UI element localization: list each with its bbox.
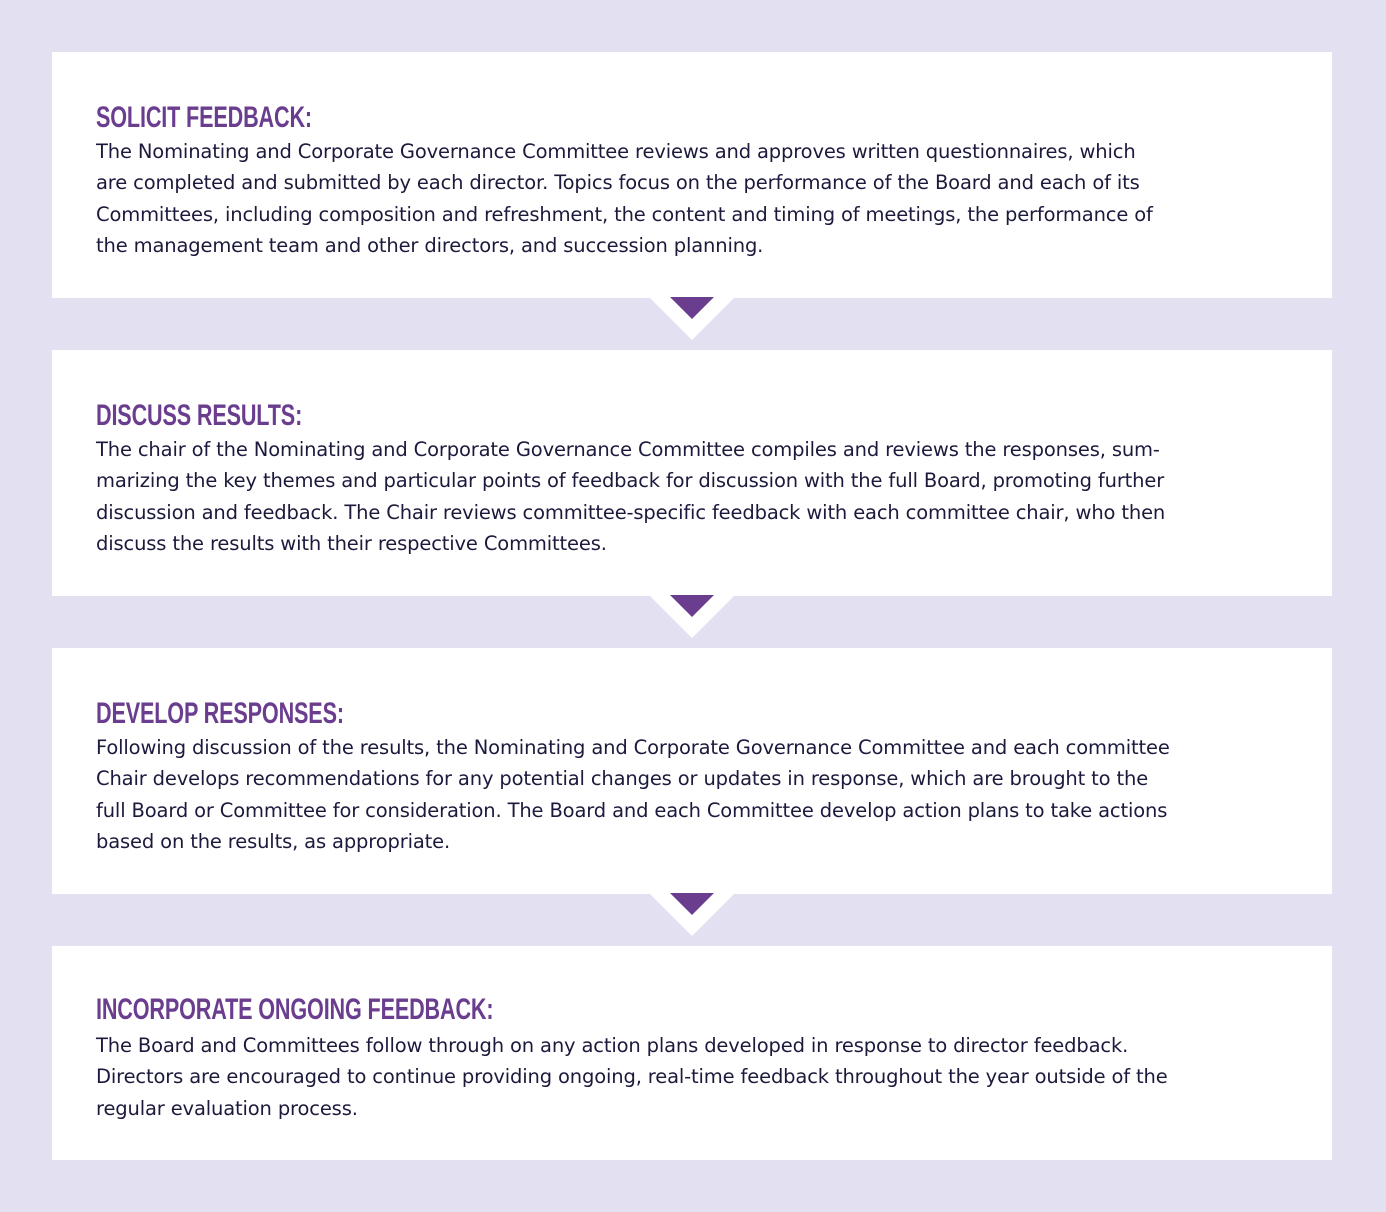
step-description [96, 136, 1296, 261]
step-title: DEVELOP RESPONSES: [96, 697, 344, 730]
step-card-solicit-feedback [52, 52, 1332, 298]
description-line: marizing the key themes and particular points of feedback for discussion with the full Board, promoting further [96, 469, 1165, 493]
description-line: The chair of the Nominating and Corporate Governance Committee compiles and reviews the responses, sum- [96, 438, 1160, 461]
description-line: regular evaluation process. [96, 1096, 358, 1120]
description-line: Chair develops recommendations for any potential changes or updates in response, which are brought to the [96, 767, 1149, 791]
down-triangle-icon [649, 297, 735, 340]
step-title: DISCUSS RESULTS: [96, 399, 303, 432]
step-card-incorporate-ongoing-feedback [52, 946, 1332, 1160]
description-line: The Board and Committees follow through on any action plans developed in response to director feedback. [96, 1034, 1129, 1057]
step-description [96, 434, 1296, 559]
description-line: are completed and submitted by each director. Topics focus on the performance of the Board and each of its [96, 171, 1140, 195]
description-line: The Nominating and Corporate Governance Committee reviews and approves written questionnaires, which [96, 140, 1136, 163]
step-card-develop-responses [52, 648, 1332, 894]
description-line: based on the results, as appropriate. [96, 829, 451, 853]
description-line: Committees, including composition and refreshment, the content and timing of meetings, the performance of [96, 202, 1153, 226]
step-description [96, 1030, 1296, 1124]
description-line: Directors are encouraged to continue providing ongoing, real-time feedback throughout the year outside of the [96, 1065, 1168, 1089]
description-line: discuss the results with their respective Committees. [96, 531, 607, 555]
step-title: INCORPORATE ONGOING FEEDBACK: [96, 993, 494, 1026]
down-triangle-icon [649, 893, 735, 936]
step-description [96, 732, 1296, 857]
description-line: full Board or Committee for consideration. The Board and each Committee develop action plans to take actions [96, 798, 1168, 822]
step-card-discuss-results [52, 350, 1332, 596]
down-triangle-icon [649, 595, 735, 638]
description-line: discussion and feedback. The Chair reviews committee-specific feedback with each committee chair, who then [96, 500, 1166, 524]
description-line: the management team and other directors, and succession planning. [96, 233, 764, 257]
step-title: SOLICIT FEEDBACK: [96, 101, 312, 134]
description-line: Following discussion of the results, the Nominating and Corporate Governance Committee and each committee [96, 736, 1170, 759]
